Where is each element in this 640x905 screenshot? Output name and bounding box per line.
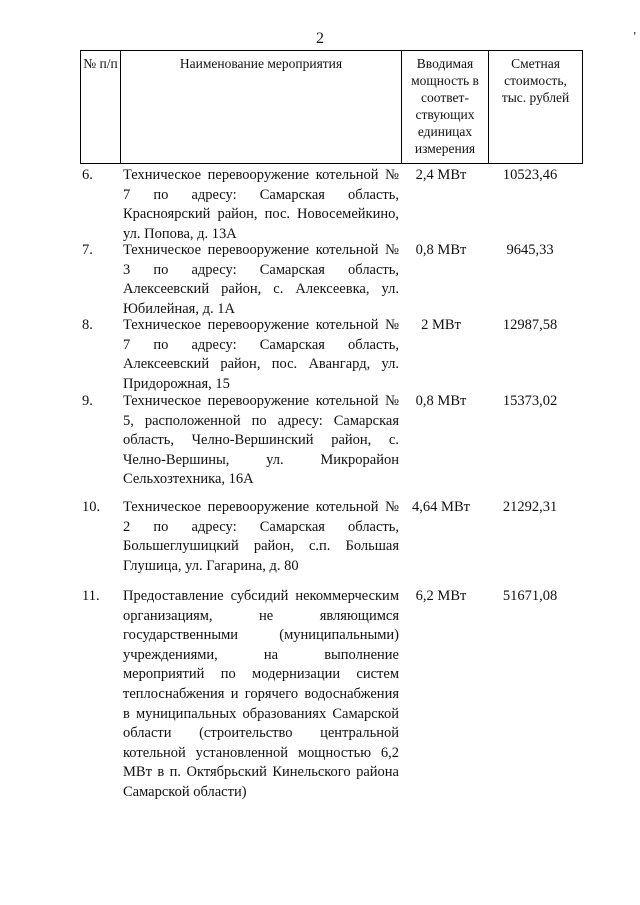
table-header [80,50,583,164]
row-capacity: 2,4 МВт [415,167,467,183]
row-number: 8. [82,317,93,333]
row-number: 6. [82,167,93,183]
header-row [81,51,583,164]
header-number: № п/п [81,51,121,164]
row-capacity: 4,64 МВт [412,499,470,515]
row-number: 9. [82,393,93,409]
row-cost: 9645,33 [506,242,554,258]
row-capacity: 0,8 МВт [415,242,467,258]
row-event-name: Техническое перевооружение котельной № 7 по адресу: Самарская область, Алексеевский район, пос. Авангард, ул. Придорожная, 15 [123,317,399,392]
row-capacity: 0,8 МВт [415,393,467,409]
row-cost: 12987,58 [502,317,558,333]
row-number: 7. [82,242,93,258]
page-number: 2 [316,30,324,47]
row-capacity: 6,2 МВт [415,588,467,604]
row-event-name: Техническое перевооружение котельной № 5, расположенной по адресу: Самарская область, Челно-Вершинский район, с. Челно-Вершины, ул. Микрорайон Сельхозтехника, 16А [123,393,399,488]
row-capacity: 2 МВт [421,317,461,333]
row-number: 11. [82,588,100,604]
row-event-name: Техническое перевооружение котельной № 3 по адресу: Самарская область, Алексеевский район, с. Алексеевка, ул. Юбилейная, д. 1А [123,242,399,317]
row-cost: 21292,31 [502,499,558,515]
header-cost: Сметная стоимость, тыс. рублей [489,51,583,164]
row-cost: 10523,46 [502,167,558,183]
row-event-name: Предоставление субсидий некоммерческим организациям, не являющимся государственными (муниципальными) учреждениями, на выполнение мероприятий по модернизации систем теплоснабжения и горячего водоснабжения в муниципальных образованиях Самарской области (строительство центральной котельной установленной мощностью 6,2 МВт в п. Октябрьский Кинельского района Самарской области) [123,588,399,800]
edge-mark: ' [633,30,636,45]
row-event-name: Техническое перевооружение котельной № 7 по адресу: Самарская область, Красноярский район, пос. Новосемейкино, ул. Попова, д. 13А [123,167,399,242]
row-event-name: Техническое перевооружение котельной № 2 по адресу: Самарская область, Большеглушицкий район, с.п. Большая Глушица, ул. Гагарина, д. 80 [123,499,399,574]
row-number: 10. [82,499,101,515]
row-cost: 15373,02 [502,393,558,409]
header-capacity: Вводимая мощность в соответ-ствующих единицах измерения [402,51,489,164]
header-event-name: Наименование мероприятия [121,51,402,164]
row-cost: 51671,08 [502,588,558,604]
